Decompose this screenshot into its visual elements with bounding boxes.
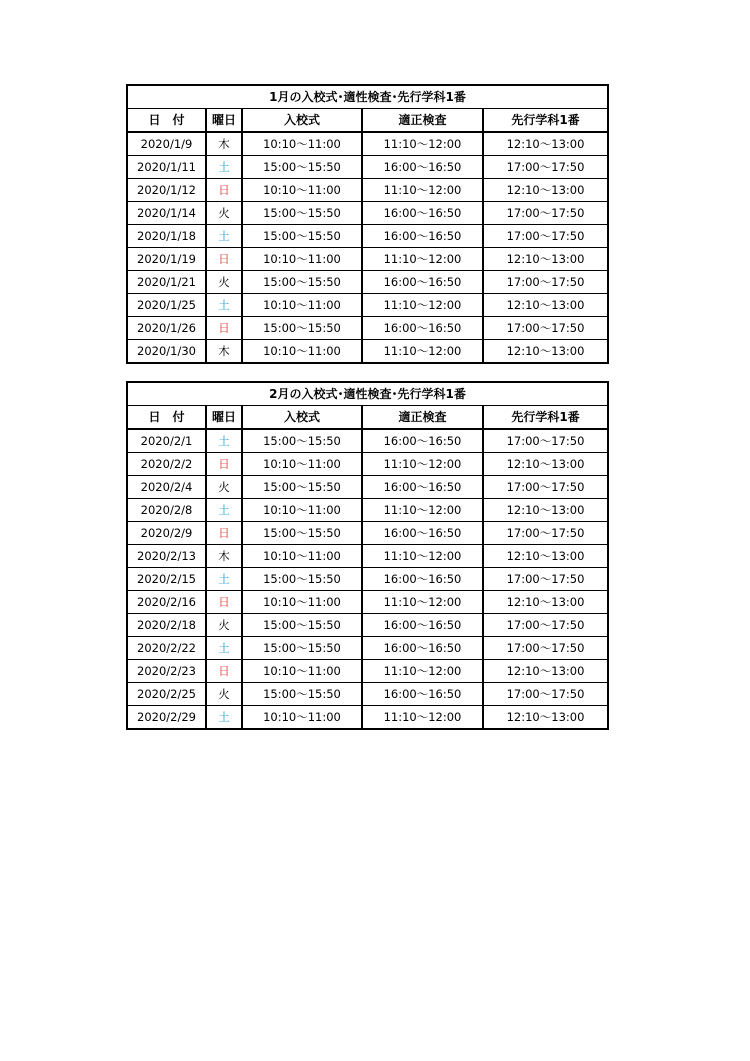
table-row <box>127 179 608 202</box>
date-cell: 2020/2/8 <box>127 499 206 522</box>
first-lecture-time-cell: 17:00～17:50 <box>483 429 608 453</box>
table-row <box>127 429 608 453</box>
weekday-cell: 日 <box>206 660 242 683</box>
entrance-ceremony-time-cell: 15:00～15:50 <box>242 225 362 248</box>
weekday-cell: 火 <box>206 202 242 225</box>
first-lecture-time-cell: 17:00～17:50 <box>483 202 608 225</box>
aptitude-test-time-cell: 11:10～12:00 <box>362 660 483 683</box>
aptitude-test-time-cell: 16:00～16:50 <box>362 522 483 545</box>
first-lecture-time-cell: 17:00～17:50 <box>483 683 608 706</box>
date-cell: 2020/1/18 <box>127 225 206 248</box>
table-row <box>127 271 608 294</box>
table-row <box>127 683 608 706</box>
aptitude-test-time-cell: 11:10～12:00 <box>362 706 483 730</box>
entrance-ceremony-time-cell: 10:10～11:00 <box>242 248 362 271</box>
weekday-cell: 木 <box>206 132 242 156</box>
aptitude-test-time-cell: 16:00～16:50 <box>362 637 483 660</box>
weekday-cell: 土 <box>206 225 242 248</box>
date-cell: 2020/1/11 <box>127 156 206 179</box>
aptitude-test-time-cell: 16:00～16:50 <box>362 614 483 637</box>
weekday-cell: 火 <box>206 476 242 499</box>
weekday-cell: 土 <box>206 156 242 179</box>
first-lecture-time-cell: 12:10～13:00 <box>483 591 608 614</box>
first-lecture-time-cell: 12:10～13:00 <box>483 340 608 364</box>
date-cell: 2020/1/12 <box>127 179 206 202</box>
aptitude-test-time-cell: 11:10～12:00 <box>362 591 483 614</box>
date-cell: 2020/2/4 <box>127 476 206 499</box>
table-title: 1月の入校式･適性検査･先行学科1番 <box>127 85 608 109</box>
date-cell: 2020/1/21 <box>127 271 206 294</box>
table-row <box>127 202 608 225</box>
weekday-cell: 土 <box>206 499 242 522</box>
entrance-ceremony-time-cell: 10:10～11:00 <box>242 499 362 522</box>
date-cell: 2020/1/9 <box>127 132 206 156</box>
table-row <box>127 225 608 248</box>
table-row <box>127 294 608 317</box>
table-row <box>127 340 608 364</box>
date-cell: 2020/2/18 <box>127 614 206 637</box>
table-row <box>127 591 608 614</box>
entrance-ceremony-time-cell: 15:00～15:50 <box>242 568 362 591</box>
aptitude-test-time-cell: 11:10～12:00 <box>362 294 483 317</box>
weekday-cell: 土 <box>206 637 242 660</box>
date-cell: 2020/2/22 <box>127 637 206 660</box>
entrance-ceremony-time-cell: 10:10～11:00 <box>242 132 362 156</box>
table-row <box>127 453 608 476</box>
aptitude-test-time-cell: 16:00～16:50 <box>362 202 483 225</box>
aptitude-test-time-cell: 11:10～12:00 <box>362 179 483 202</box>
aptitude-test-time-cell: 11:10～12:00 <box>362 499 483 522</box>
weekday-cell: 土 <box>206 706 242 730</box>
first-lecture-time-cell: 17:00～17:50 <box>483 522 608 545</box>
column-header-entrance-ceremony: 入校式 <box>242 109 362 133</box>
column-header-aptitude-test: 適正検査 <box>362 406 483 430</box>
first-lecture-time-cell: 12:10～13:00 <box>483 453 608 476</box>
weekday-cell: 日 <box>206 317 242 340</box>
entrance-ceremony-time-cell: 15:00～15:50 <box>242 202 362 225</box>
first-lecture-time-cell: 17:00～17:50 <box>483 614 608 637</box>
weekday-cell: 木 <box>206 545 242 568</box>
aptitude-test-time-cell: 16:00～16:50 <box>362 156 483 179</box>
aptitude-test-time-cell: 16:00～16:50 <box>362 317 483 340</box>
table-row <box>127 706 608 730</box>
date-cell: 2020/1/19 <box>127 248 206 271</box>
date-cell: 2020/1/14 <box>127 202 206 225</box>
date-cell: 2020/2/23 <box>127 660 206 683</box>
weekday-cell: 火 <box>206 614 242 637</box>
weekday-cell: 土 <box>206 429 242 453</box>
aptitude-test-time-cell: 16:00～16:50 <box>362 568 483 591</box>
first-lecture-time-cell: 12:10～13:00 <box>483 545 608 568</box>
first-lecture-time-cell: 17:00～17:50 <box>483 225 608 248</box>
table-row <box>127 499 608 522</box>
aptitude-test-time-cell: 16:00～16:50 <box>362 271 483 294</box>
aptitude-test-time-cell: 16:00～16:50 <box>362 683 483 706</box>
weekday-cell: 火 <box>206 271 242 294</box>
aptitude-test-time-cell: 16:00～16:50 <box>362 429 483 453</box>
date-cell: 2020/2/15 <box>127 568 206 591</box>
weekday-cell: 火 <box>206 683 242 706</box>
table-row <box>127 568 608 591</box>
date-cell: 2020/2/2 <box>127 453 206 476</box>
first-lecture-time-cell: 12:10～13:00 <box>483 706 608 730</box>
table-body <box>127 429 608 729</box>
first-lecture-time-cell: 17:00～17:50 <box>483 317 608 340</box>
first-lecture-time-cell: 17:00～17:50 <box>483 476 608 499</box>
table-row <box>127 476 608 499</box>
first-lecture-time-cell: 12:10～13:00 <box>483 294 608 317</box>
weekday-cell: 日 <box>206 453 242 476</box>
date-cell: 2020/2/1 <box>127 429 206 453</box>
aptitude-test-time-cell: 11:10～12:00 <box>362 545 483 568</box>
entrance-ceremony-time-cell: 15:00～15:50 <box>242 317 362 340</box>
weekday-cell: 土 <box>206 294 242 317</box>
column-header-weekday: 曜日 <box>206 109 242 133</box>
entrance-ceremony-time-cell: 10:10～11:00 <box>242 660 362 683</box>
table-row <box>127 637 608 660</box>
aptitude-test-time-cell: 11:10～12:00 <box>362 132 483 156</box>
weekday-cell: 日 <box>206 248 242 271</box>
weekday-cell: 日 <box>206 591 242 614</box>
aptitude-test-time-cell: 11:10～12:00 <box>362 340 483 364</box>
entrance-ceremony-time-cell: 15:00～15:50 <box>242 476 362 499</box>
column-header-entrance-ceremony: 入校式 <box>242 406 362 430</box>
table-row <box>127 248 608 271</box>
entrance-ceremony-time-cell: 15:00～15:50 <box>242 271 362 294</box>
table-row <box>127 522 608 545</box>
column-header-first-lecture: 先行学科1番 <box>483 109 608 133</box>
column-header-weekday: 曜日 <box>206 406 242 430</box>
first-lecture-time-cell: 17:00～17:50 <box>483 568 608 591</box>
aptitude-test-time-cell: 11:10～12:00 <box>362 453 483 476</box>
date-cell: 2020/1/26 <box>127 317 206 340</box>
column-header-aptitude-test: 適正検査 <box>362 109 483 133</box>
date-cell: 2020/2/25 <box>127 683 206 706</box>
first-lecture-time-cell: 17:00～17:50 <box>483 156 608 179</box>
table-row <box>127 156 608 179</box>
first-lecture-time-cell: 12:10～13:00 <box>483 248 608 271</box>
weekday-cell: 木 <box>206 340 242 364</box>
first-lecture-time-cell: 12:10～13:00 <box>483 179 608 202</box>
entrance-ceremony-time-cell: 10:10～11:00 <box>242 591 362 614</box>
entrance-ceremony-time-cell: 10:10～11:00 <box>242 340 362 364</box>
table-row <box>127 545 608 568</box>
first-lecture-time-cell: 12:10～13:00 <box>483 132 608 156</box>
column-header-date: 日 付 <box>127 406 206 430</box>
table-title: 2月の入校式･適性検査･先行学科1番 <box>127 382 608 406</box>
entrance-ceremony-time-cell: 15:00～15:50 <box>242 637 362 660</box>
entrance-ceremony-time-cell: 15:00～15:50 <box>242 429 362 453</box>
date-cell: 2020/2/13 <box>127 545 206 568</box>
column-header-first-lecture: 先行学科1番 <box>483 406 608 430</box>
entrance-ceremony-time-cell: 15:00～15:50 <box>242 522 362 545</box>
entrance-ceremony-time-cell: 15:00～15:50 <box>242 683 362 706</box>
entrance-ceremony-time-cell: 10:10～11:00 <box>242 706 362 730</box>
schedule-table-february <box>126 381 609 730</box>
table-body <box>127 132 608 363</box>
date-cell: 2020/1/25 <box>127 294 206 317</box>
aptitude-test-time-cell: 16:00～16:50 <box>362 476 483 499</box>
weekday-cell: 土 <box>206 568 242 591</box>
column-header-date: 日 付 <box>127 109 206 133</box>
entrance-ceremony-time-cell: 10:10～11:00 <box>242 453 362 476</box>
weekday-cell: 日 <box>206 179 242 202</box>
date-cell: 2020/2/29 <box>127 706 206 730</box>
weekday-cell: 日 <box>206 522 242 545</box>
table-row <box>127 614 608 637</box>
table-row <box>127 132 608 156</box>
first-lecture-time-cell: 12:10～13:00 <box>483 660 608 683</box>
date-cell: 2020/2/16 <box>127 591 206 614</box>
entrance-ceremony-time-cell: 10:10～11:00 <box>242 294 362 317</box>
table-row <box>127 317 608 340</box>
aptitude-test-time-cell: 16:00～16:50 <box>362 225 483 248</box>
table-row <box>127 660 608 683</box>
entrance-ceremony-time-cell: 15:00～15:50 <box>242 614 362 637</box>
entrance-ceremony-time-cell: 10:10～11:00 <box>242 179 362 202</box>
entrance-ceremony-time-cell: 10:10～11:00 <box>242 545 362 568</box>
entrance-ceremony-time-cell: 15:00～15:50 <box>242 156 362 179</box>
date-cell: 2020/1/30 <box>127 340 206 364</box>
date-cell: 2020/2/9 <box>127 522 206 545</box>
first-lecture-time-cell: 17:00～17:50 <box>483 637 608 660</box>
first-lecture-time-cell: 17:00～17:50 <box>483 271 608 294</box>
aptitude-test-time-cell: 11:10～12:00 <box>362 248 483 271</box>
schedule-table-january <box>126 84 609 364</box>
first-lecture-time-cell: 12:10～13:00 <box>483 499 608 522</box>
